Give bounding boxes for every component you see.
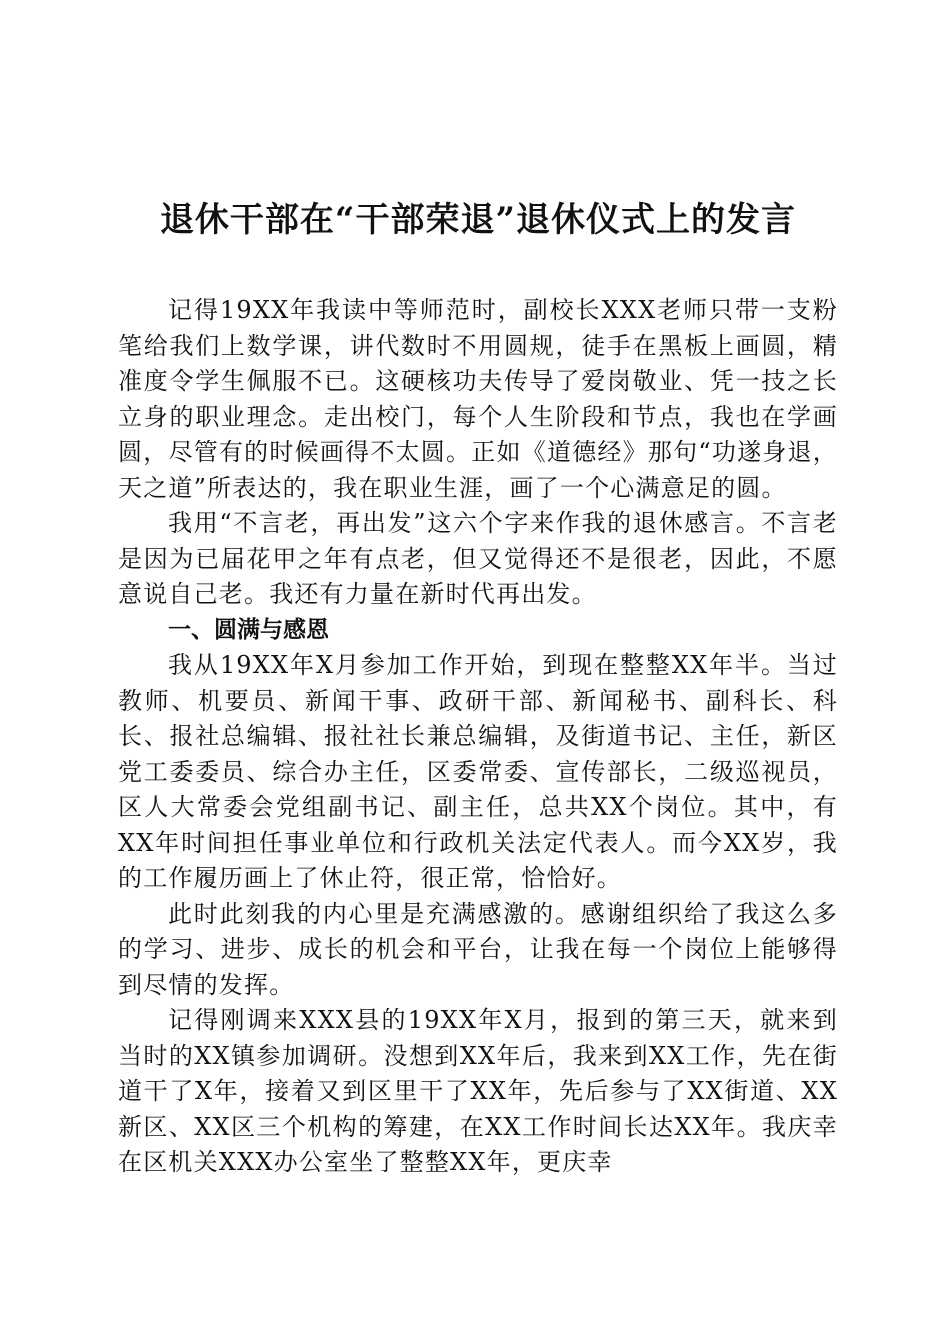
- document-page: [118, 195, 838, 1181]
- document-title: 退休干部在“干部荣退”退休仪式上的发言: [159, 200, 797, 240]
- paragraph-intro-1: 记得19XX年我读中等师范时，副校长XXX老师只带一支粉笔给我们上数学课，讲代数时不用圆规，徒手在黑板上画圆，精准度令学生佩服不已。这硬核功夫传导了爱岗敬业、凭一技之长立身的职业理念。走出校门，每个人生阶段和节点，我也在学画圆，尽管有的时候画得不太圆。正如《道德经》那句“功遂身退，天之道”所表达的，我在职业生涯，画了一个心满意足的圆。: [118, 296, 838, 502]
- paragraph-section1-3: 记得刚调来XXX县的19XX年X月，报到的第三天，就来到当时的XX镇参加调研。没想到XX年后，我来到XX工作，先在街道干了X年，接着又到区里干了XX年，先后参与了XX街道、XX新区、XX区三个机构的筹建，在XX工作时间长达XX年。我庆幸在区机关XXX办公室坐了整整XX年，更庆幸: [118, 1006, 838, 1176]
- paragraph-section1-1: 我从19XX年X月参加工作开始，到现在整整XX年半。当过教师、机要员、新闻干事、政研干部、新闻秘书、副科长、科长、报社总编辑、报社社长兼总编辑，及街道书记、主任，新区党工委委员、综合办主任，区委常委、宣传部长，二级巡视员，区人大常委会党组副书记、副主任，总共XX个岗位。其中，有XX年时间担任事业单位和行政机关法定代表人。而今XX岁，我的工作履历画上了休止符，很正常，恰恰好。: [118, 651, 838, 892]
- paragraph-section1-2: 此时此刻我的内心里是充满感激的。感谢组织给了我这么多的学习、进步、成长的机会和平台，让我在每一个岗位上能够得到尽情的发挥。: [118, 899, 838, 999]
- section-heading-1: 一、圆满与感恩: [168, 616, 329, 643]
- paragraph-intro-2: 我用“不言老，再出发”这六个字来作我的退休感言。不言老是因为已届花甲之年有点老，但又觉得还不是很老，因此，不愿意说自己老。我还有力量在新时代再出发。: [118, 509, 838, 608]
